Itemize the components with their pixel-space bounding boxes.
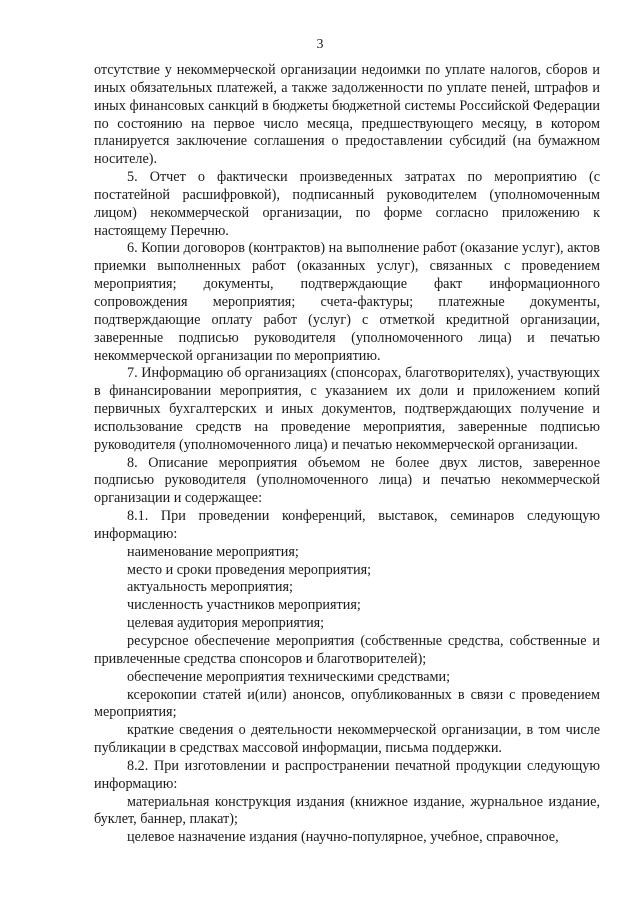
paragraph: ксерокопии статей и(или) анонсов, опубликованных в связи с проведением мероприятия; [94, 686, 600, 721]
list-item: численность участников мероприятия; [127, 597, 361, 614]
list-item: место и сроки проведения мероприятия; [127, 561, 372, 578]
paragraph: 5. Отчет о фактически произведенных затратах по мероприятию (с постатейной расшифровкой), подписанный руководителем (уполномоченным лицом) некоммерческой организации, по форме согласно приложению к настоящему Перечню. [94, 169, 600, 239]
list-item: наименование мероприятия; [127, 543, 299, 560]
paragraph: 7. Информацию об организациях (спонсорах, благотворителях), участвующих в финансировании мероприятия, с указанием их доли и приложением копий первичных бухгалтерских и иных документов, подтверждающих получение и использование средств на проведение мероприятия, заверенные подписью руководителя (уполномоченного лица) и печатью некоммерческой организации. [94, 365, 600, 453]
paragraph: 6. Копии договоров (контрактов) на выполнение работ (оказание услуг), актов приемки выполненных работ (оказанных услуг), связанных с проведением мероприятия; документы, подтверждающие факт информационного сопровождения мероприятия; счета-фактуры; платежные документы, подтверждающие оплату работ (услуг) с отметкой кредитной организации, заверенные подписью руководителя (уполномоченного лица) и печатью некоммерческой организации по мероприятию. [94, 240, 600, 364]
paragraph: целевое назначение издания (научно-популярное, учебное, справочное, [127, 829, 559, 846]
paragraph: материальная конструкция издания (книжное издание, журнальное издание, буклет, баннер, плакат); [94, 793, 600, 828]
paragraph: 8.2. При изготовлении и распространении печатной продукции следующую информацию: [94, 757, 600, 792]
paragraph: ресурсное обеспечение мероприятия (собственные средства, собственные и привлеченные средства спонсоров и благотворителей); [94, 633, 600, 667]
list-item: актуальность мероприятия; [127, 579, 293, 596]
paragraph: 8. Описание мероприятия объемом не более двух листов, заверенное подписью руководителя (уполномоченного лица) и печатью некоммерческой организации и содержащее: [94, 454, 600, 507]
list-item: обеспечение мероприятия техническими средствами; [127, 668, 451, 685]
paragraph: краткие сведения о деятельности некоммерческой организации, в том числе публикации в средствах массовой информации, письма поддержки. [94, 722, 600, 757]
list-item: целевая аудитория мероприятия; [127, 615, 325, 632]
document-body [94, 62, 600, 847]
paragraph: 8.1. При проведении конференций, выставок, семинаров следующую информацию: [94, 508, 600, 542]
page-number: 3 [316, 37, 324, 52]
paragraph: отсутствие у некоммерческой организации недоимки по уплате налогов, сборов и иных обязательных платежей, а также задолженности по уплате пеней, штрафов и иных финансовых санкций в бюджеты бюджетной системы Российской Федерации по состоянию на первое число месяца, предшествующего месяцу, в котором планируется заключение соглашения о предоставлении субсидий (на бумажном носителе). [94, 62, 600, 168]
